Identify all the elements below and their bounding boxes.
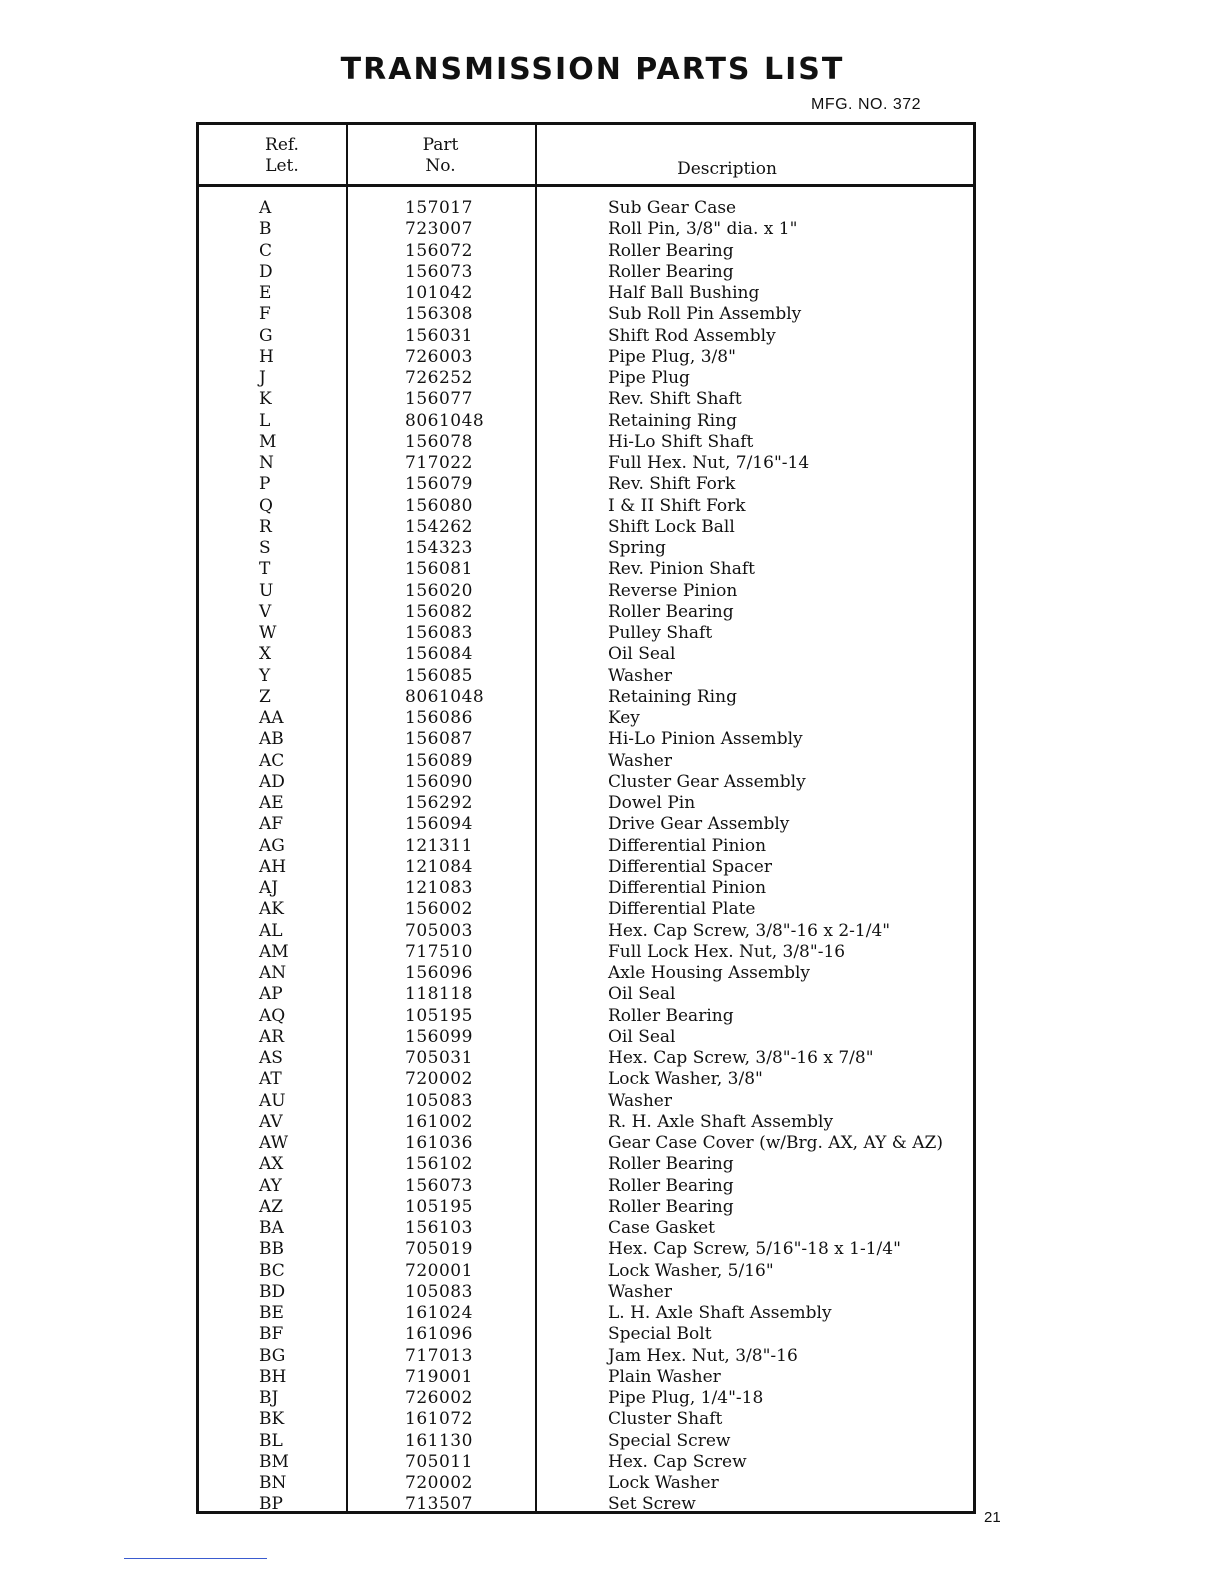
part-description: Pipe Plug, 3/8" (608, 346, 736, 367)
table-row (199, 474, 973, 495)
table-row (199, 1346, 973, 1367)
header-part-no (346, 135, 535, 177)
part-description: Cluster Shaft (608, 1409, 723, 1430)
part-description: I & II Shift Fork (608, 495, 746, 516)
table-row (199, 687, 973, 708)
ref-letter: M (259, 431, 277, 452)
part-number: 717013 (405, 1345, 473, 1366)
part-description: Roller Bearing (608, 1154, 734, 1175)
part-number: 723007 (405, 219, 473, 240)
table-row (199, 921, 973, 942)
table-row (199, 389, 973, 410)
part-number: 156103 (405, 1218, 473, 1238)
part-number: 8061048 (405, 410, 485, 431)
table-row (199, 942, 973, 963)
ref-letter: BB (259, 1239, 284, 1260)
part-description: Rev. Shift Fork (608, 474, 736, 495)
part-number: 101042 (405, 283, 473, 303)
part-number: 720002 (405, 1069, 473, 1090)
ref-letter: Q (259, 495, 273, 516)
part-number: 154262 (405, 516, 473, 537)
part-number: 156072 (405, 240, 473, 261)
ref-letter: AP (259, 984, 283, 1005)
part-description: Special Bolt (608, 1324, 712, 1345)
part-description: Differential Plate (608, 899, 756, 920)
ref-letter: BK (259, 1409, 285, 1430)
ref-letter: BH (259, 1366, 287, 1387)
table-row (199, 1473, 973, 1494)
part-number: 726252 (405, 368, 473, 388)
ref-letter: BN (259, 1473, 287, 1493)
table-row (199, 326, 973, 347)
ref-letter: AF (259, 814, 284, 835)
part-number: 156087 (405, 729, 473, 750)
part-number: 161130 (405, 1430, 473, 1451)
table-row (199, 729, 973, 750)
ref-letter: BD (259, 1281, 286, 1302)
ref-letter: X (259, 644, 272, 665)
ref-letter: R (259, 516, 272, 537)
table-row (199, 1197, 973, 1218)
part-description: Sub Gear Case (608, 198, 737, 218)
table-row (199, 1176, 973, 1197)
part-number: 121083 (405, 878, 473, 898)
ref-letter: BL (259, 1430, 283, 1451)
table-row (199, 1303, 973, 1324)
ref-letter: Y (259, 665, 271, 686)
ref-letter: H (259, 346, 274, 367)
table-row (199, 1048, 973, 1069)
ref-letter: S (259, 538, 271, 558)
table-row (199, 1218, 973, 1239)
part-number: 154323 (405, 538, 473, 558)
part-description: Hi-Lo Shift Shaft (608, 431, 754, 452)
table-row (199, 1006, 973, 1027)
part-description: Lock Washer, 3/8" (608, 1069, 763, 1090)
part-description: Differential Pinion (608, 878, 767, 898)
part-description: Washer (608, 750, 672, 771)
ref-letter: A (259, 198, 272, 218)
ref-letter: P (259, 474, 271, 495)
part-description: Oil Seal (608, 644, 676, 665)
part-number: 156082 (405, 601, 473, 622)
part-description: Washer (608, 1090, 672, 1111)
ref-letter: AY (259, 1175, 282, 1196)
table-row (199, 1282, 973, 1303)
table-row (199, 1112, 973, 1133)
ref-letter: AL (259, 920, 283, 941)
ref-letter: BJ (259, 1388, 279, 1408)
part-number: 121084 (405, 856, 473, 877)
table-row (199, 432, 973, 453)
part-description: Gear Case Cover (w/Brg. AX, AY & AZ) (608, 1133, 943, 1153)
ref-letter: G (259, 325, 273, 346)
table-row (199, 219, 973, 240)
ref-letter: F (259, 304, 271, 325)
table-row (199, 666, 973, 687)
table-row (199, 602, 973, 623)
ref-letter: J (259, 368, 266, 388)
part-number: 719001 (405, 1366, 473, 1387)
part-description: Roll Pin, 3/8" dia. x 1" (608, 219, 798, 240)
header-ref-let (199, 135, 365, 177)
page-number: 21 (984, 1509, 1001, 1526)
part-description: Shift Lock Ball (608, 516, 735, 537)
part-description: Roller Bearing (608, 1175, 734, 1196)
table-row (199, 368, 973, 389)
part-description: Cluster Gear Assembly (608, 771, 806, 792)
ref-letter: AG (259, 835, 285, 856)
ref-letter: L (259, 410, 271, 431)
part-description: Washer (608, 1281, 672, 1302)
table-row (199, 836, 973, 857)
ref-letter: AJ (259, 878, 279, 898)
part-description: Reverse Pinion (608, 580, 738, 601)
ref-letter: T (259, 559, 271, 580)
part-number: 705011 (405, 1451, 473, 1472)
table-row (199, 496, 973, 517)
header-description: Description (677, 159, 777, 179)
part-number: 156308 (405, 304, 473, 325)
part-description: Half Ball Bushing (608, 283, 760, 303)
table-row (199, 1091, 973, 1112)
table-row (199, 1452, 973, 1473)
header-rule (199, 184, 973, 187)
part-number: 156083 (405, 623, 473, 643)
part-description: Key (608, 708, 640, 728)
parts-table (196, 122, 976, 1514)
part-description: Roller Bearing (608, 261, 734, 282)
part-description: Washer (608, 665, 672, 686)
ref-letter: AR (259, 1026, 285, 1047)
part-description: Special Screw (608, 1430, 731, 1451)
part-description: Retaining Ring (608, 686, 737, 707)
ref-letter: AZ (259, 1196, 284, 1217)
table-row (199, 1367, 973, 1388)
part-number: 105083 (405, 1281, 473, 1302)
table-row (199, 1239, 973, 1260)
ref-letter: K (259, 389, 272, 410)
table-row (199, 708, 973, 729)
page-title: TRANSMISSION PARTS LIST (340, 52, 845, 87)
part-number: 156086 (405, 708, 473, 728)
footer-rule (124, 1558, 267, 1559)
ref-letter: AU (259, 1090, 286, 1111)
table-row (199, 1388, 973, 1409)
ref-letter: BG (259, 1345, 286, 1366)
ref-letter: AA (259, 708, 284, 728)
table-row (199, 283, 973, 304)
part-number: 156099 (405, 1026, 473, 1047)
ref-letter: BP (259, 1494, 283, 1515)
part-number: 720002 (405, 1473, 473, 1493)
ref-letter: BE (259, 1303, 284, 1323)
part-number: 156089 (405, 750, 473, 771)
part-number: 156002 (405, 899, 473, 920)
part-number: 161024 (405, 1303, 473, 1323)
table-row (199, 1133, 973, 1154)
table-row (199, 984, 973, 1005)
part-description: Roller Bearing (608, 1196, 734, 1217)
part-number: 156081 (405, 559, 473, 580)
part-description: L. H. Axle Shaft Assembly (608, 1303, 832, 1323)
part-number: 156031 (405, 325, 473, 346)
table-row (199, 1431, 973, 1452)
ref-letter: U (259, 580, 274, 601)
part-number: 156292 (405, 793, 473, 813)
ref-letter: N (259, 453, 274, 473)
table-row (199, 751, 973, 772)
part-number: 156102 (405, 1154, 473, 1175)
part-description: Shift Rod Assembly (608, 325, 776, 346)
table-row (199, 1494, 973, 1515)
part-number: 705019 (405, 1239, 473, 1260)
part-number: 705003 (405, 920, 473, 941)
header-part-line1: Part (422, 135, 459, 155)
table-row (199, 963, 973, 984)
part-description: Axle Housing Assembly (608, 963, 810, 983)
table-row (199, 581, 973, 602)
ref-letter: AH (259, 856, 287, 877)
table-row (199, 304, 973, 325)
part-number: 156080 (405, 495, 473, 516)
part-description: Hex. Cap Screw, 3/8"-16 x 7/8" (608, 1048, 874, 1068)
part-description: Roller Bearing (608, 601, 734, 622)
ref-letter: AS (259, 1048, 283, 1068)
part-description: Oil Seal (608, 984, 676, 1005)
part-description: Rev. Shift Shaft (608, 389, 742, 410)
table-row (199, 772, 973, 793)
part-description: Differential Pinion (608, 835, 767, 856)
part-description: Pulley Shaft (608, 623, 713, 643)
table-row (199, 857, 973, 878)
part-number: 156090 (405, 771, 473, 792)
ref-letter: BM (259, 1451, 289, 1472)
part-description: Dowel Pin (608, 793, 696, 813)
part-number: 726002 (405, 1388, 473, 1408)
part-description: R. H. Axle Shaft Assembly (608, 1111, 834, 1132)
table-row (199, 1261, 973, 1282)
part-number: 713507 (405, 1494, 473, 1515)
ref-letter: B (259, 219, 272, 240)
part-description: Case Gasket (608, 1218, 715, 1238)
part-number: 705031 (405, 1048, 473, 1068)
part-number: 121311 (405, 835, 473, 856)
ref-letter: AK (259, 899, 284, 920)
ref-letter: V (259, 601, 272, 622)
part-number: 105195 (405, 1005, 473, 1026)
part-number: 717510 (405, 941, 473, 962)
part-description: Drive Gear Assembly (608, 814, 790, 835)
table-row (199, 411, 973, 432)
table-row (199, 1154, 973, 1175)
part-description: Lock Washer, 5/16" (608, 1260, 774, 1281)
part-description: Pipe Plug, 1/4"-18 (608, 1388, 764, 1408)
table-row (199, 623, 973, 644)
table-row (199, 1069, 973, 1090)
part-number: 156073 (405, 1175, 473, 1196)
part-number: 161096 (405, 1324, 473, 1345)
table-row (199, 198, 973, 219)
ref-letter: D (259, 261, 273, 282)
part-description: Oil Seal (608, 1026, 676, 1047)
table-row (199, 899, 973, 920)
ref-letter: AW (259, 1133, 289, 1153)
part-description: Hex. Cap Screw, 3/8"-16 x 2-1/4" (608, 920, 891, 941)
part-number: 720001 (405, 1260, 473, 1281)
ref-letter: W (259, 623, 277, 643)
part-number: 161036 (405, 1133, 473, 1153)
part-number: 156073 (405, 261, 473, 282)
part-number: 8061048 (405, 686, 485, 707)
part-description: Roller Bearing (608, 240, 734, 261)
part-description: Full Lock Hex. Nut, 3/8"-16 (608, 941, 846, 962)
part-number: 156079 (405, 474, 473, 495)
header-ref-line2: Let. (265, 156, 299, 176)
table-row (199, 517, 973, 538)
part-description: Hex. Cap Screw, 5/16"-18 x 1-1/4" (608, 1239, 901, 1260)
part-number: 156096 (405, 963, 473, 983)
ref-letter: BF (259, 1324, 284, 1345)
ref-letter: AC (259, 750, 285, 771)
part-number: 105083 (405, 1090, 473, 1111)
part-description: Full Hex. Nut, 7/16"-14 (608, 453, 810, 473)
ref-letter: E (259, 283, 272, 303)
part-number: 156094 (405, 814, 473, 835)
part-description: Hex. Cap Screw (608, 1451, 747, 1472)
ref-letter: C (259, 240, 273, 261)
parts-rows (199, 198, 973, 1516)
ref-letter: AX (259, 1154, 284, 1175)
part-description: Sub Roll Pin Assembly (608, 304, 802, 325)
ref-letter: AD (259, 771, 285, 792)
ref-letter: AQ (259, 1005, 286, 1026)
part-number: 156085 (405, 665, 473, 686)
ref-letter: AE (259, 793, 284, 813)
table-row (199, 878, 973, 899)
part-description: Retaining Ring (608, 410, 737, 431)
part-number: 161002 (405, 1111, 473, 1132)
part-description: Jam Hex. Nut, 3/8"-16 (608, 1345, 798, 1366)
table-row (199, 793, 973, 814)
part-number: 726003 (405, 346, 473, 367)
part-description: Spring (608, 538, 666, 558)
part-number: 118118 (405, 984, 473, 1005)
table-row (199, 347, 973, 368)
table-row (199, 1409, 973, 1430)
ref-letter: AM (259, 941, 289, 962)
ref-letter: AN (259, 963, 287, 983)
ref-letter: AB (259, 729, 284, 750)
part-description: Lock Washer (608, 1473, 719, 1493)
table-row (199, 644, 973, 665)
header-part-line2: No. (425, 156, 456, 176)
part-description: Hi-Lo Pinion Assembly (608, 729, 803, 750)
part-description: Set Screw (608, 1494, 696, 1515)
header-ref-line1: Ref. (265, 135, 299, 155)
table-row (199, 453, 973, 474)
table-row (199, 814, 973, 835)
part-number: 105195 (405, 1196, 473, 1217)
ref-letter: AV (259, 1111, 283, 1132)
table-row (199, 538, 973, 559)
part-description: Rev. Pinion Shaft (608, 559, 755, 580)
table-row (199, 1324, 973, 1345)
part-description: Pipe Plug (608, 368, 690, 388)
part-description: Plain Washer (608, 1366, 721, 1387)
ref-letter: Z (259, 686, 271, 707)
part-number: 156020 (405, 580, 473, 601)
table-row (199, 1027, 973, 1048)
part-number: 156078 (405, 431, 473, 452)
table-row (199, 559, 973, 580)
ref-letter: BA (259, 1218, 284, 1238)
ref-letter: BC (259, 1260, 285, 1281)
part-number: 156077 (405, 389, 473, 410)
table-row (199, 241, 973, 262)
part-number: 161072 (405, 1409, 473, 1430)
part-description: Roller Bearing (608, 1005, 734, 1026)
ref-letter: AT (259, 1069, 282, 1090)
part-number: 156084 (405, 644, 473, 665)
part-description: Differential Spacer (608, 856, 772, 877)
table-row (199, 262, 973, 283)
part-number: 157017 (405, 198, 473, 218)
mfg-number: MFG. NO. 372 (811, 96, 922, 113)
part-number: 717022 (405, 453, 473, 473)
